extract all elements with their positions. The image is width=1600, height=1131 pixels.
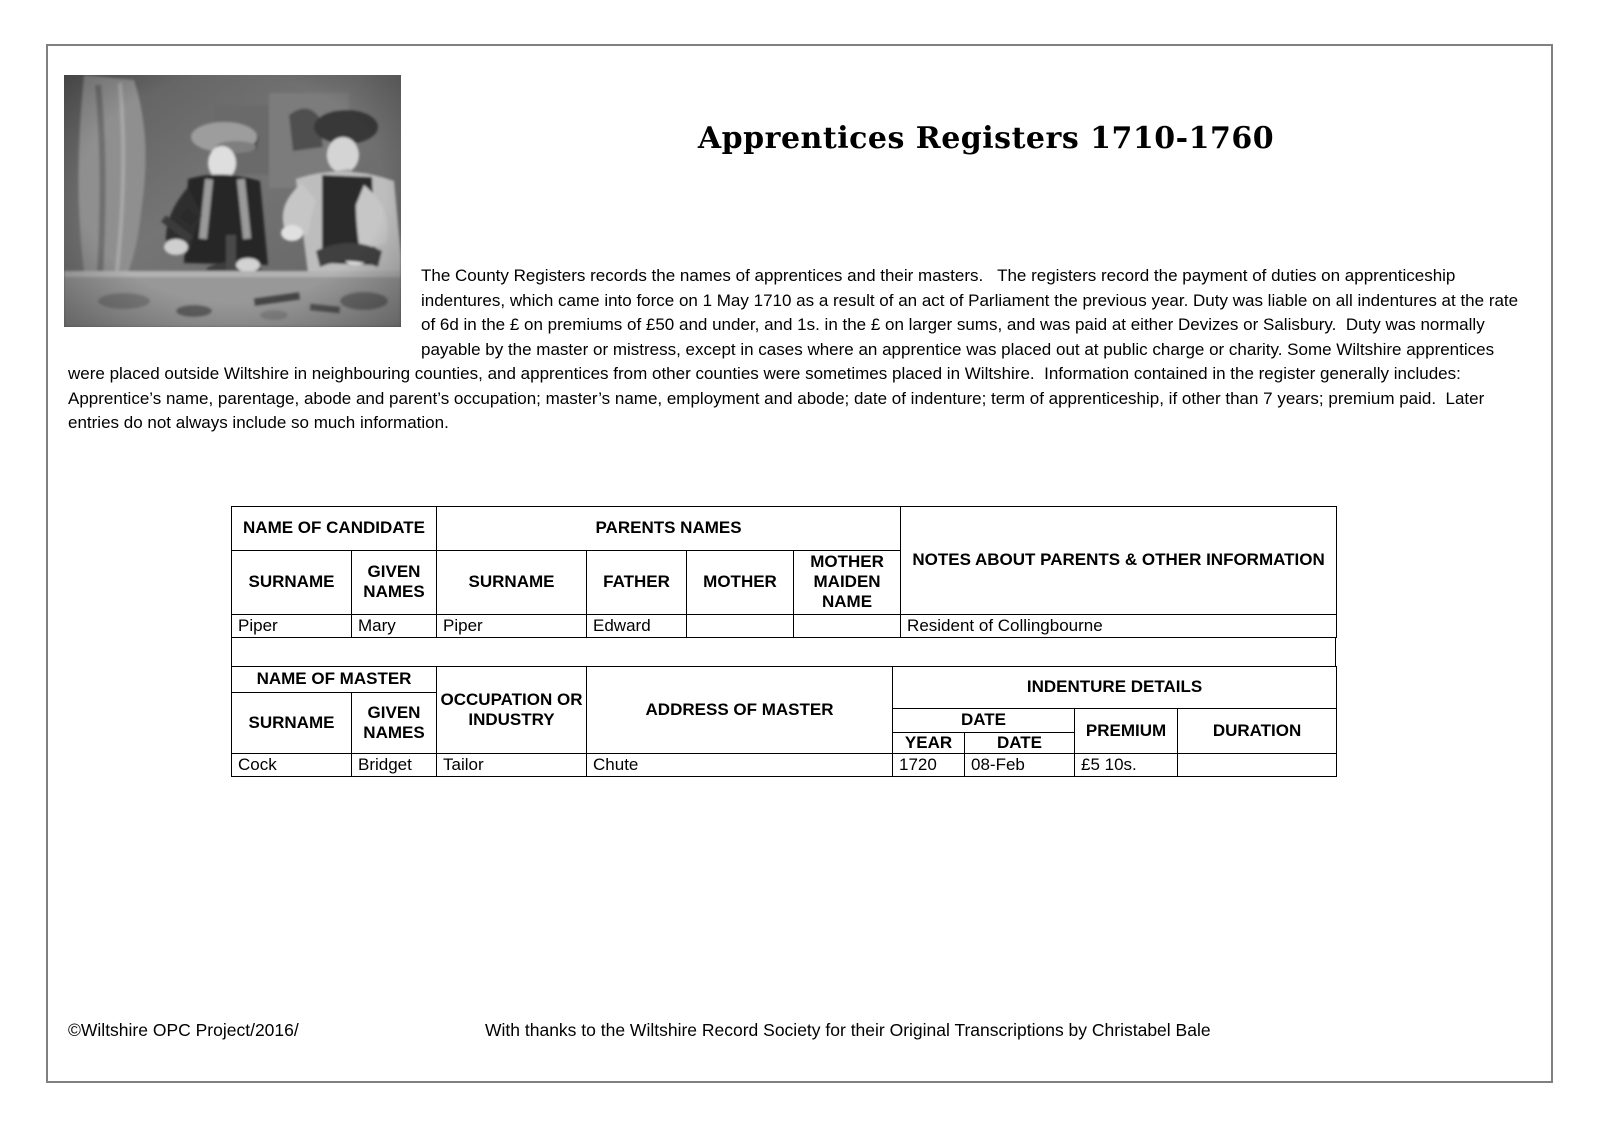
master-table — [231, 666, 1337, 777]
cell-mother-maiden-name — [794, 614, 901, 637]
group-header-name-of-candidate: NAME OF CANDIDATE — [232, 506, 437, 550]
page-footer — [68, 1018, 1528, 1044]
cell-year: 1720 — [893, 753, 965, 776]
page-border — [46, 44, 1553, 1083]
col-header-candidate-given-names: GIVEN NAMES — [352, 550, 437, 614]
col-header-master-given-names: GIVEN NAMES — [352, 692, 437, 753]
col-header-date: DATE — [965, 732, 1075, 753]
cell-candidate-given-names: Mary — [352, 614, 437, 637]
group-header-parents-names: PARENTS NAMES — [437, 506, 901, 550]
cell-father: Edward — [587, 614, 687, 637]
group-header-date: DATE — [893, 708, 1075, 732]
col-header-mother: MOTHER — [687, 550, 794, 614]
col-header-duration: DURATION — [1178, 708, 1337, 753]
intro-paragraph: The County Registers records the names of apprentices and their masters. The registers record the payment of duties on apprenticeship indentures, which came into force on 1 May 1710 as a result of an act of Parliament the previous year. Duty was liable on all indentures at the rate of 6d in the £ on premiums of £50 and under, and 1s. in the £ on larger sums, and was paid at either Devizes or Salisbury. Duty was normally payable by the master or mistress, except in cases where an apprentice was placed out at public charge or charity. Some Wiltshire apprentices were placed outside Wiltshire in neighbouring counties, and apprentices from other counties were sometimes placed in Wiltshire. Information contained in the register generally includes: Apprentice’s name, parentage, abode and parent’s occupation; master’s name, employment and abode; date of indenture; term of apprenticeship, if other than 7 years; premium paid. Later entries do not always include so much information. — [68, 266, 1523, 432]
cell-master-surname: Cock — [232, 753, 352, 776]
col-header-premium: PREMIUM — [1075, 708, 1178, 753]
cell-date: 08-Feb — [965, 753, 1075, 776]
workshop-photo — [64, 75, 401, 327]
candidate-row — [232, 614, 1337, 637]
group-header-indenture-details: INDENTURE DETAILS — [893, 666, 1337, 708]
cell-address: Chute — [587, 753, 893, 776]
cell-mother — [687, 614, 794, 637]
col-header-occupation: OCCUPATION OR INDUSTRY — [437, 666, 587, 753]
cell-premium: £5 10s. — [1075, 753, 1178, 776]
cell-notes: Resident of Collingbourne — [901, 614, 1337, 637]
col-header-address: ADDRESS OF MASTER — [587, 666, 893, 753]
cell-master-given-names: Bridget — [352, 753, 437, 776]
workshop-photo-art — [64, 75, 401, 327]
candidate-table — [231, 506, 1337, 638]
cell-candidate-surname: Piper — [232, 614, 352, 637]
footer-credit: With thanks to the Wiltshire Record Society for their Original Transcriptions by Christabel Bale — [485, 1020, 1211, 1040]
col-header-year: YEAR — [893, 732, 965, 753]
cell-occupation: Tailor — [437, 753, 587, 776]
cell-duration — [1178, 753, 1337, 776]
col-header-mother-maiden-name: MOTHER MAIDEN NAME — [794, 550, 901, 614]
group-header-notes: NOTES ABOUT PARENTS & OTHER INFORMATION — [901, 506, 1337, 614]
col-header-candidate-surname: SURNAME — [232, 550, 352, 614]
footer-copyright: ©Wiltshire OPC Project/2016/ — [68, 1020, 299, 1040]
col-header-father: FATHER — [587, 550, 687, 614]
tables-spacer — [231, 638, 1336, 666]
cell-parents-surname: Piper — [437, 614, 587, 637]
col-header-parents-surname: SURNAME — [437, 550, 587, 614]
group-header-name-of-master: NAME OF MASTER — [232, 666, 437, 692]
master-row — [232, 753, 1337, 776]
page-title: Apprentices Registers 1710-1760 — [697, 121, 1275, 156]
col-header-master-surname: SURNAME — [232, 692, 352, 753]
register-tables — [231, 506, 1336, 777]
